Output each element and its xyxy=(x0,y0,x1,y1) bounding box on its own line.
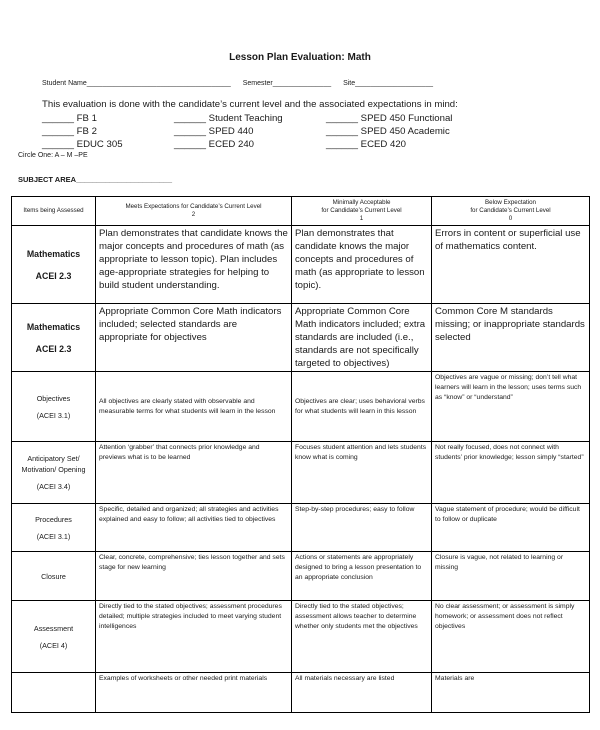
below-cell: Closure is vague, not related to learning or missing xyxy=(432,552,590,601)
meets-cell: Appropriate Common Core Math indicators included; selected standards are appropriate for objectives xyxy=(96,304,292,372)
site-field: Site____________________ xyxy=(343,80,433,87)
table-row xyxy=(12,226,590,304)
below-cell: Objectives are vague or missing; don’t tell what learners will learn in the lesson; uses terms such as “know” or “understand” xyxy=(432,372,590,442)
subject-area-field: SUBJECT AREA_______________________ xyxy=(18,175,172,184)
header-fields xyxy=(42,80,443,87)
table-row xyxy=(12,673,590,713)
table-row xyxy=(12,552,590,601)
evaluation-table xyxy=(11,196,590,713)
student-name-field: Student Name_____________________________________ xyxy=(42,80,231,87)
minimal-cell: Step-by-step procedures; easy to follow xyxy=(292,504,432,552)
minimal-cell: Actions or statements are appropriately designed to bring a lesson presentation to an appropriate conclusion xyxy=(292,552,432,601)
header-below: Below Expectation for Candidate’s Current Level 0 xyxy=(432,197,590,226)
option-sped450-functional: ______ SPED 450 Functional xyxy=(326,113,453,124)
header-minimal: Minimally Acceptable for Candidate’s Current Level 1 xyxy=(292,197,432,226)
header-meets: Meets Expectations for Candidate’s Current Level 2 xyxy=(96,197,292,226)
option-educ305: ______ EDUC 305 xyxy=(42,139,123,150)
table-row xyxy=(12,442,590,504)
meets-cell: Directly tied to the stated objectives; assessment procedures detailed; multiple strategies included to meet varying student intelligences xyxy=(96,601,292,673)
circle-one-text: Circle One: A – M –PE xyxy=(18,152,88,159)
meets-cell: Plan demonstrates that candidate knows the major concepts and procedures of math (as appropriate to lesson topic). Plan includes age-appropriate strategies for helping to build student understanding. xyxy=(96,226,292,304)
below-cell: Common Core M standards missing; or inappropriate standards selected xyxy=(432,304,590,372)
option-fb2: ______ FB 2 xyxy=(42,126,97,137)
minimal-cell: Plan demonstrates that candidate knows the major concepts and procedures of math (as appropriate to lesson topic). xyxy=(292,226,432,304)
below-cell: Not really focused, does not connect with students’ prior knowledge; lesson simply “started” xyxy=(432,442,590,504)
below-cell: Materials are xyxy=(432,673,590,713)
below-cell: No clear assessment; or assessment is simply homework; or assessment does not reflect objectives xyxy=(432,601,590,673)
option-sped440: ______ SPED 440 xyxy=(174,126,254,137)
options-column-3 xyxy=(326,112,452,151)
item-cell: Procedures (ACEI 3.1) xyxy=(12,504,96,552)
item-cell: Mathematics ACEI 2.3 xyxy=(12,226,96,304)
table-row xyxy=(12,304,590,372)
minimal-cell: Directly tied to the stated objectives; assessment allows teacher to determine whether only students met the objectives xyxy=(292,601,432,673)
minimal-cell: Appropriate Common Core Math indicators included; extra standards are included (i.e., standards are not specifically targeted to objectives) xyxy=(292,304,432,372)
item-cell: Closure xyxy=(12,552,96,601)
document-title: Lesson Plan Evaluation: Math xyxy=(229,52,371,63)
option-eced240: ______ ECED 240 xyxy=(174,139,255,150)
minimal-cell: Objectives are clear; uses behavioral verbs for what students will learn in this lesson xyxy=(292,372,432,442)
semester-field: Semester_______________ xyxy=(242,80,332,87)
meets-cell: Clear, concrete, comprehensive; ties lesson together and sets stage for new learning xyxy=(96,552,292,601)
option-student-teaching: ______ Student Teaching xyxy=(174,113,283,124)
table-row xyxy=(12,504,590,552)
option-sped450-academic: ______ SPED 450 Academic xyxy=(326,126,450,137)
below-cell: Errors in content or superficial use of mathematics content. xyxy=(432,226,590,304)
meets-cell: Examples of worksheets or other needed print materials xyxy=(96,673,292,713)
meets-cell: Specific, detailed and organized; all strategies and activities explained and easy to follow; all activities tied to objectives xyxy=(96,504,292,552)
options-column-2 xyxy=(174,112,283,151)
table-header-row xyxy=(12,197,590,226)
minimal-cell: All materials necessary are listed xyxy=(292,673,432,713)
table-row xyxy=(12,601,590,673)
item-cell: Objectives (ACEI 3.1) xyxy=(12,372,96,442)
minimal-cell: Focuses student attention and lets students know what is coming xyxy=(292,442,432,504)
intro-text: This evaluation is done with the candidate’s current level and the associated expectations in mind: xyxy=(42,99,458,110)
option-fb1: ______ FB 1 xyxy=(42,113,97,124)
item-cell xyxy=(12,673,96,713)
meets-cell: All objectives are clearly stated with observable and measurable terms for what students will learn in the lesson xyxy=(96,372,292,442)
table-row xyxy=(12,372,590,442)
meets-cell: Attention ‘grabber’ that connects prior knowledge and previews what is to be learned xyxy=(96,442,292,504)
below-cell: Vague statement of procedure; would be difficult to follow or duplicate xyxy=(432,504,590,552)
options-column-1 xyxy=(42,112,123,151)
item-cell: Mathematics ACEI 2.3 xyxy=(12,304,96,372)
option-eced420: ______ ECED 420 xyxy=(326,139,407,150)
item-cell: Assessment (ACEI 4) xyxy=(12,601,96,673)
header-items: Items being Assessed xyxy=(12,197,96,226)
item-cell: Anticipatory Set/ Motivation/ Opening (ACEI 3.4) xyxy=(12,442,96,504)
